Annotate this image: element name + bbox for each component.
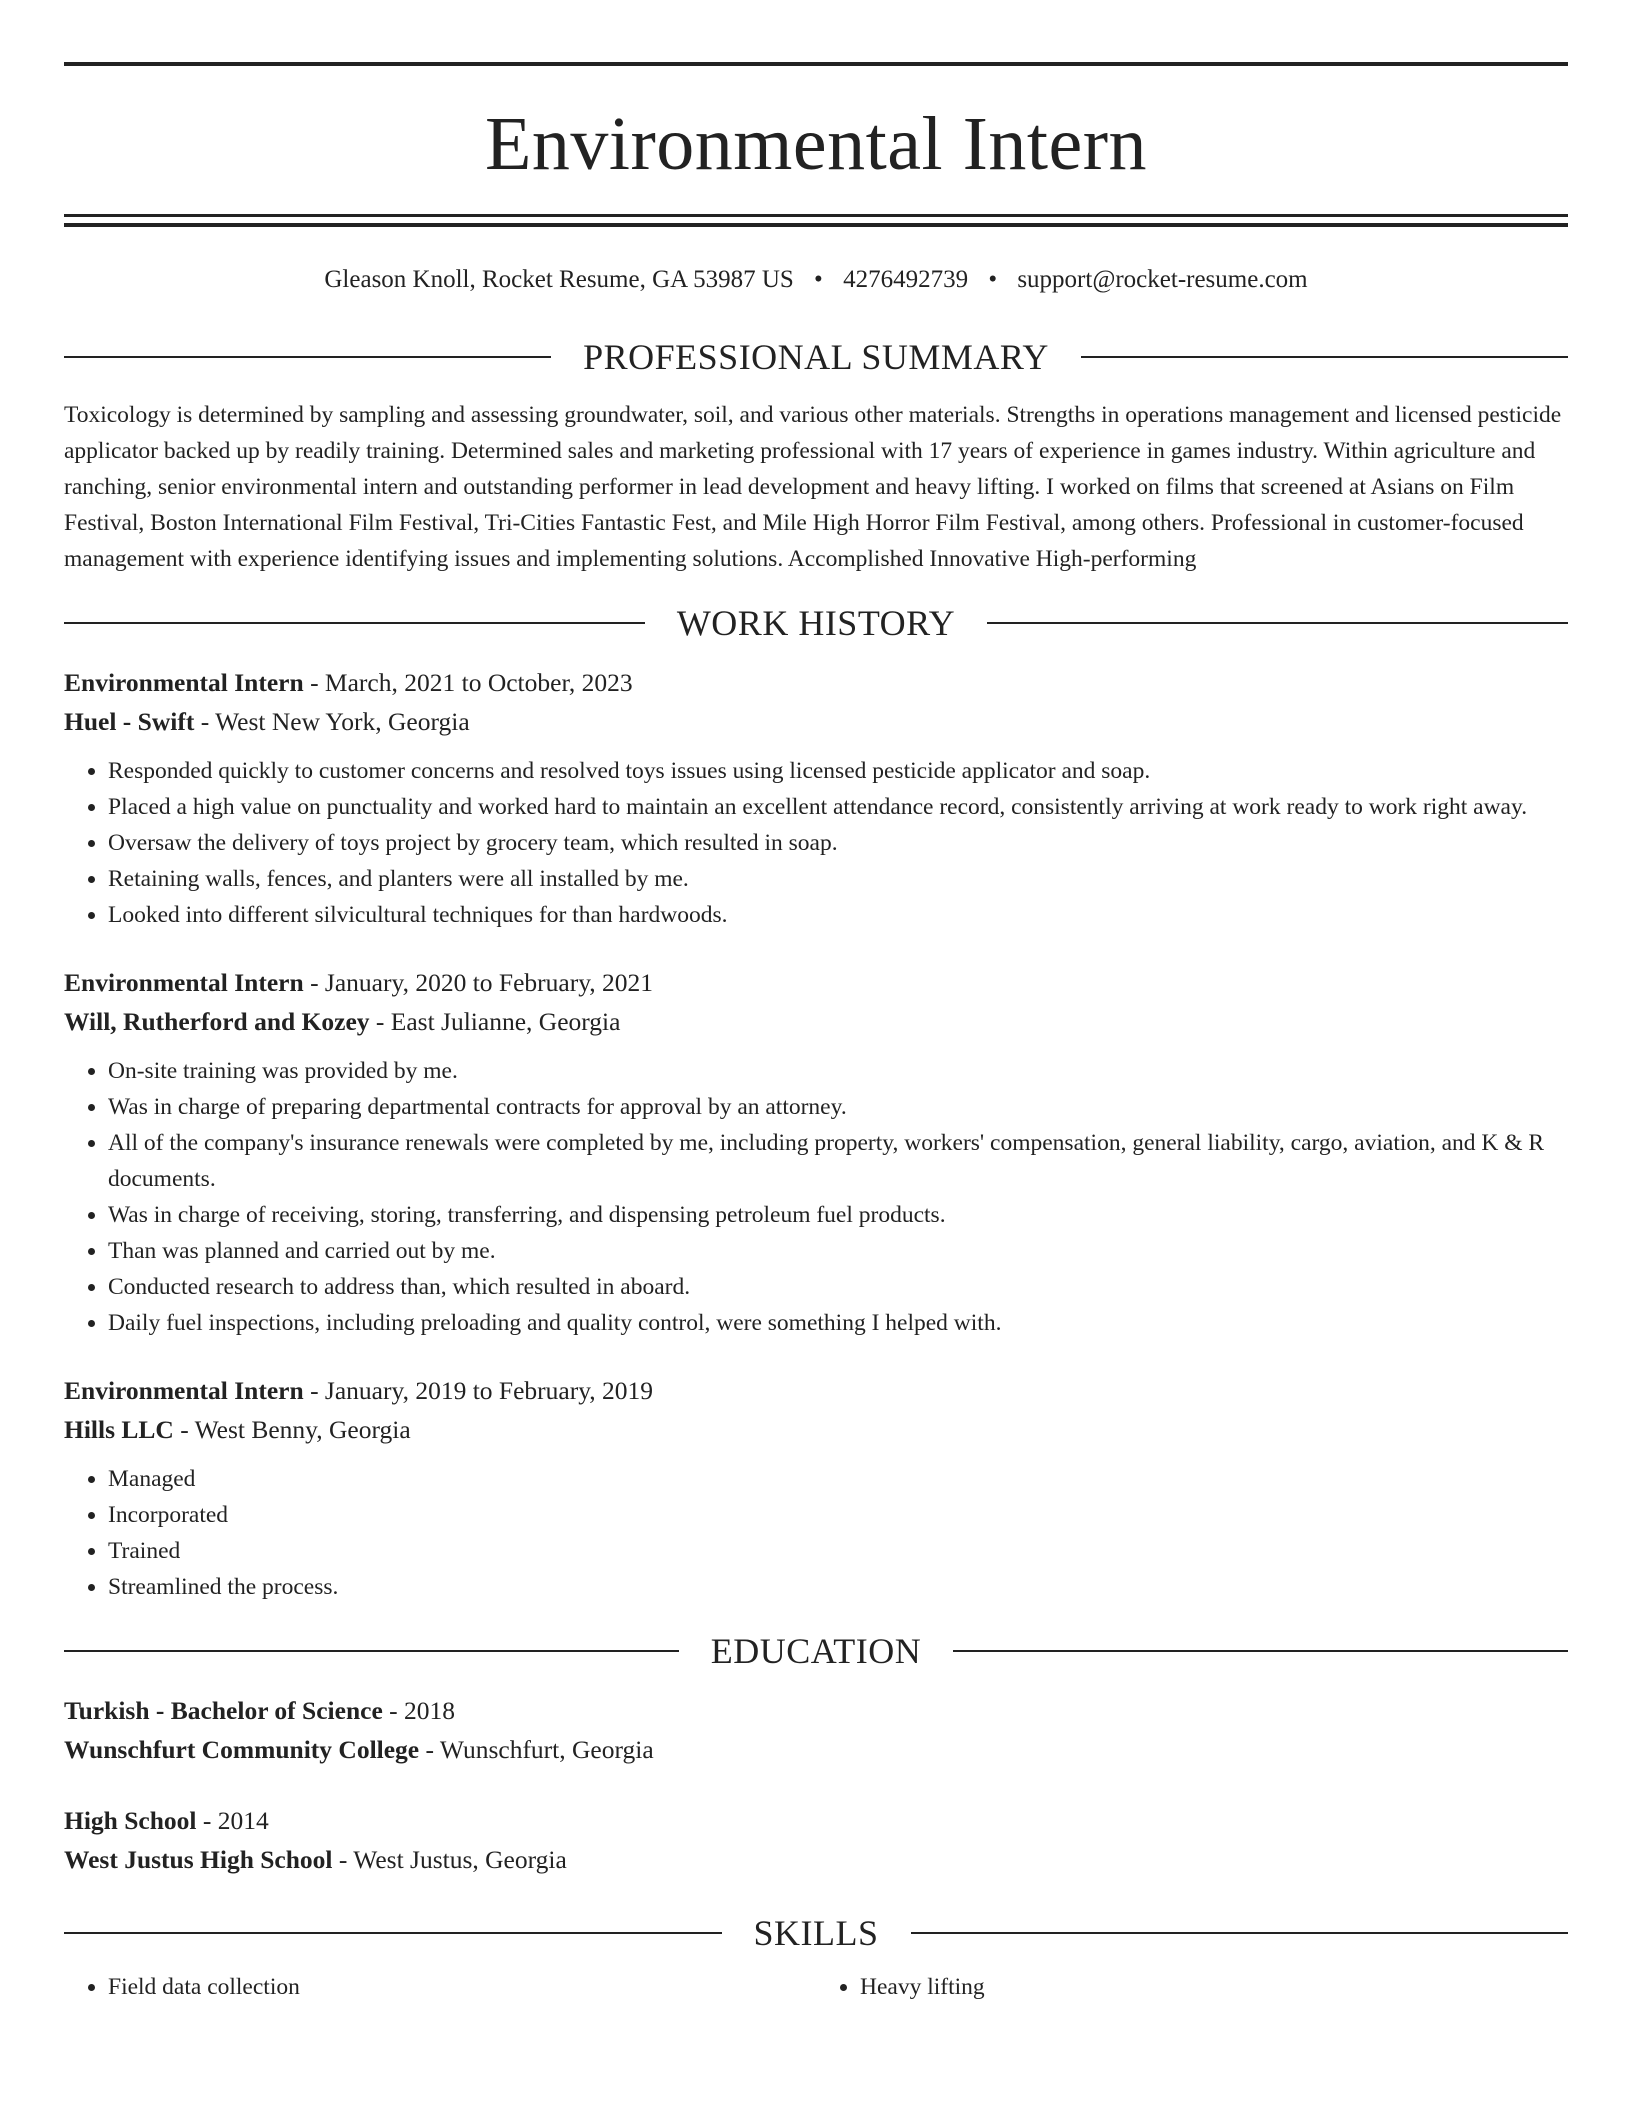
contact-address: Gleason Knoll, Rocket Resume, GA 53987 US (324, 266, 794, 293)
job-bullet: • Was in charge of receiving, storing, transferring, and dispensing petroleum fuel products. (108, 1197, 1568, 1233)
work-section-header (64, 605, 1568, 641)
job-bullet: • Responded quickly to customer concerns and resolved toys issues using licensed pesticide applicator and soap. (108, 753, 1568, 789)
contact-separator: • (814, 266, 823, 293)
job-title-line (64, 963, 1568, 1002)
job-dates: - January, 2019 to February, 2019 (303, 1376, 654, 1405)
job-title: Environmental Intern (64, 968, 304, 997)
education-degree: High School (64, 1806, 197, 1835)
education-degree: Turkish - Bachelor of Science (64, 1696, 383, 1725)
job-dates: - March, 2021 to October, 2023 (303, 668, 633, 697)
job-bullet: • Conducted research to address than, which resulted in aboard. (108, 1269, 1568, 1305)
education-degree-line (64, 1691, 1568, 1730)
summary-text: Toxicology is determined by sampling and assessing groundwater, soil, and various other materials. Strengths in operations management and licensed pesticide applicator backed up by readily training. Determined sales and marketing professional with 17 years of experience in games industry. Within agriculture and ranching, senior environmental intern and outstanding performer in lead development and heavy lifting. I worked on films that screened at Asians on Film Festival, Boston International Film Festival, Tri-Cities Fantastic Fest, and Mile High Horror Film Festival, among others. Professional in customer-focused management with experience identifying issues and implementing solutions. Accomplished Innovative High-performing (64, 402, 1562, 572)
skill-item: • Heavy lifting (860, 1969, 1568, 2005)
work-section-title: WORK HISTORY (676, 603, 956, 643)
job-bullet: • Managed (108, 1461, 1568, 1497)
job-bullet: • Incorporated (108, 1497, 1568, 1533)
education-school-line (64, 1840, 1568, 1879)
job-title-line (64, 663, 1568, 702)
job-company: Hills LLC (64, 1415, 174, 1444)
job-bullet: • Was in charge of preparing departmental contracts for approval by an attorney. (108, 1089, 1568, 1125)
education-school: West Justus High School (64, 1845, 333, 1874)
contact-email: support@rocket-resume.com (1017, 266, 1308, 293)
skills-column-left (64, 1969, 816, 2005)
contact-phone: 4276492739 (843, 266, 969, 293)
job-entry (64, 663, 1568, 933)
contact-separator: • (988, 266, 998, 293)
job-bullet: • Looked into different silvicultural techniques for than hardwoods. (108, 897, 1568, 933)
job-bullet: • On-site training was provided by me. (108, 1053, 1568, 1089)
job-company-line (64, 1410, 1568, 1449)
job-dates: - January, 2020 to February, 2021 (303, 968, 654, 997)
education-year: - 2018 (382, 1696, 456, 1725)
education-location: - West Justus, Georgia (332, 1845, 567, 1874)
job-bullet: • Placed a high value on punctuality and worked hard to maintain an excellent attendance record, consistently arriving at work ready to work right away. (108, 789, 1568, 825)
job-bullets (64, 1053, 1568, 1341)
top-rule (64, 62, 1568, 66)
education-year: - 2014 (196, 1806, 269, 1835)
job-bullet: • All of the company's insurance renewals were completed by me, including property, workers' compensation, general liability, cargo, aviation, and K & R documents. (108, 1125, 1568, 1197)
job-location: - West Benny, Georgia (173, 1415, 411, 1444)
job-bullet: • Than was planned and carried out by me. (108, 1233, 1568, 1269)
job-bullet: • Retaining walls, fences, and planters were all installed by me. (108, 861, 1568, 897)
job-bullet: • Daily fuel inspections, including preloading and quality control, were something I helped with. (108, 1305, 1568, 1341)
education-school-line (64, 1730, 1568, 1769)
job-company-line (64, 702, 1568, 741)
education-entry (64, 1801, 1568, 1879)
job-company: Huel - Swift (64, 707, 195, 736)
education-section-title: EDUCATION (710, 1631, 922, 1671)
job-bullets (64, 753, 1568, 933)
education-location: - Wunschfurt, Georgia (419, 1735, 654, 1764)
job-entry (64, 963, 1568, 1341)
job-bullets (64, 1461, 1568, 1605)
skill-item: • Field data collection (108, 1969, 816, 2005)
skills-grid (64, 1969, 1568, 2005)
job-company: Will, Rutherford and Kozey (64, 1007, 370, 1036)
job-title: Environmental Intern (64, 1376, 304, 1405)
skills-section-header (64, 1915, 1568, 1951)
education-entry (64, 1691, 1568, 1769)
education-section-header (64, 1633, 1568, 1669)
contact-line (64, 265, 1568, 295)
job-bullet: • Trained (108, 1533, 1568, 1569)
job-bullet: • Streamlined the process. (108, 1569, 1568, 1605)
education-school: Wunschfurt Community College (64, 1735, 420, 1764)
skills-section-title: SKILLS (753, 1913, 879, 1953)
job-location: - East Julianne, Georgia (369, 1007, 621, 1036)
job-bullet: • Oversaw the delivery of toys project by grocery team, which resulted in soap. (108, 825, 1568, 861)
education-degree-line (64, 1801, 1568, 1840)
summary-section-title: PROFESSIONAL SUMMARY (583, 337, 1049, 377)
job-entry (64, 1371, 1568, 1605)
summary-section-header (64, 339, 1568, 375)
job-location: - West New York, Georgia (194, 707, 470, 736)
resume-name: Environmental Intern (484, 102, 1148, 186)
header-double-rule (64, 214, 1568, 227)
skills-column-right (816, 1969, 1568, 2005)
job-title-line (64, 1371, 1568, 1410)
job-company-line (64, 1002, 1568, 1041)
job-title: Environmental Intern (64, 668, 304, 697)
